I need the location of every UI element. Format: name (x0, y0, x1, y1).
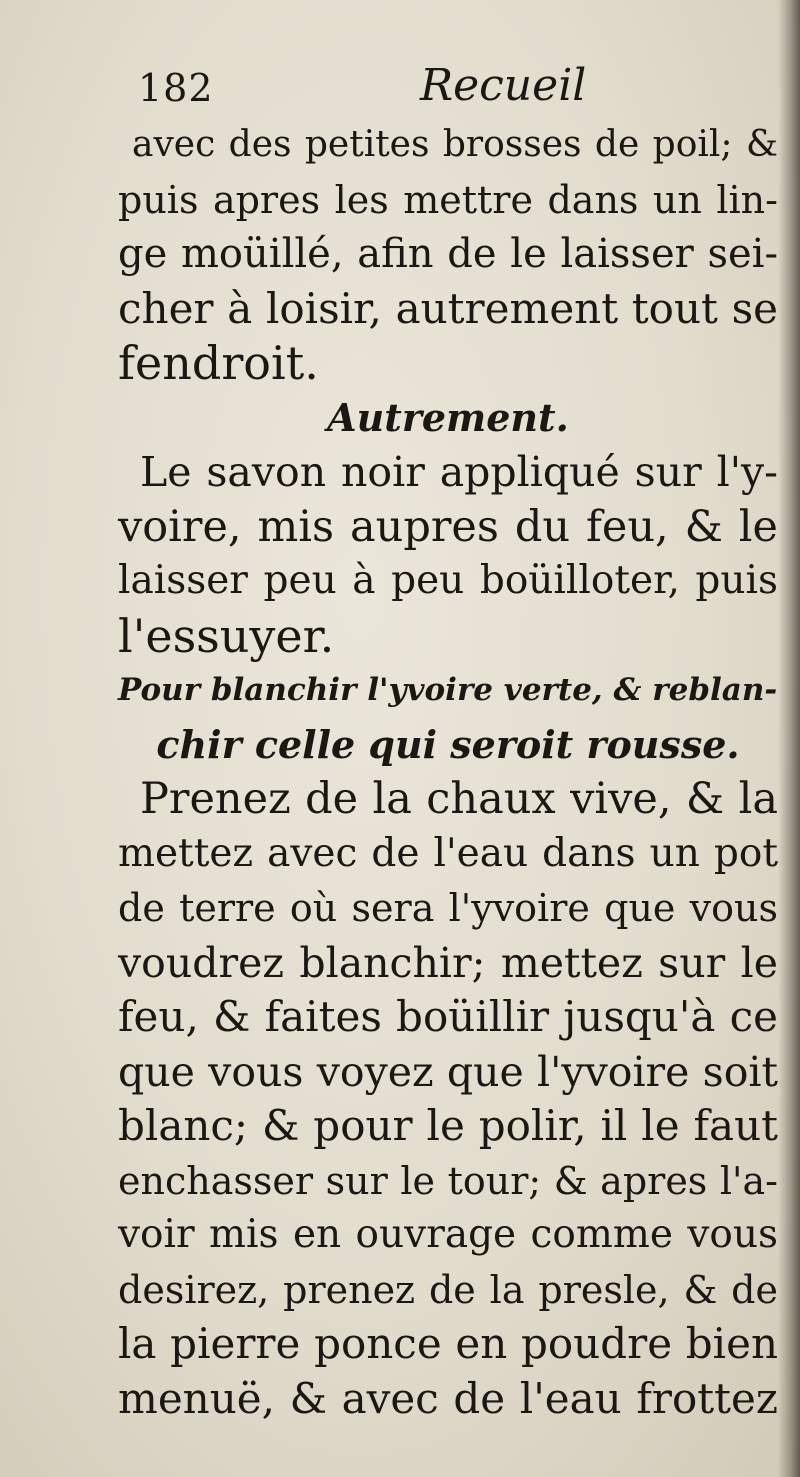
page-header (138, 60, 778, 120)
text-line: Prenez de la chaux vive, & la (140, 774, 778, 824)
section-heading: chir celle qui seroit rousse. (156, 721, 740, 767)
text-line: voire, mis aupres du feu, & le (118, 501, 778, 552)
text-line: voir mis en ouvrage comme vous (118, 1212, 778, 1257)
text-line: enchasser sur le tour; & apres l'a- (118, 1158, 778, 1203)
text-line: que vous voyez que l'yvoire soit (118, 1047, 778, 1096)
text-line: de terre où sera l'yvoire que vous (118, 886, 778, 930)
text-line: mettez avec de l'eau dans un pot (118, 830, 778, 876)
text-line: laisser peu à peu boüilloter, puis (118, 558, 778, 603)
text-line: Le savon noir appliqué sur l'y- (140, 448, 778, 496)
text-line: avec des petites brosses de poil; & (132, 124, 778, 165)
running-head: Recueil (420, 60, 587, 111)
text-line: menuë, & avec de l'eau frottez (118, 1373, 778, 1423)
section-heading: Autrement. (327, 394, 569, 440)
text-line: puis apres les mettre dans un lin- (118, 177, 778, 222)
text-line: l'essuyer. (118, 608, 335, 663)
page-edge-shadow (778, 0, 800, 1477)
text-line: cher à loisir, autrement tout se (118, 283, 778, 333)
text-line: feu, & faites boüillir jusqu'à ce (118, 992, 778, 1041)
text-line: fendroit. (118, 336, 319, 390)
text-line: desirez, prenez de la presle, & de (118, 1267, 778, 1312)
text-line: la pierre ponce en poudre bien (118, 1319, 778, 1368)
section-heading: Pour blanchir l'yvoire verte, & reblan- (118, 672, 778, 708)
body-text (118, 118, 778, 1426)
page-number: 182 (138, 66, 214, 110)
text-line: voudrez blanchir; mettez sur le (118, 938, 778, 987)
text-line: ge moüillé, afin de le laisser sei- (118, 231, 778, 277)
text-line: blanc; & pour le polir, il le faut (118, 1101, 778, 1150)
